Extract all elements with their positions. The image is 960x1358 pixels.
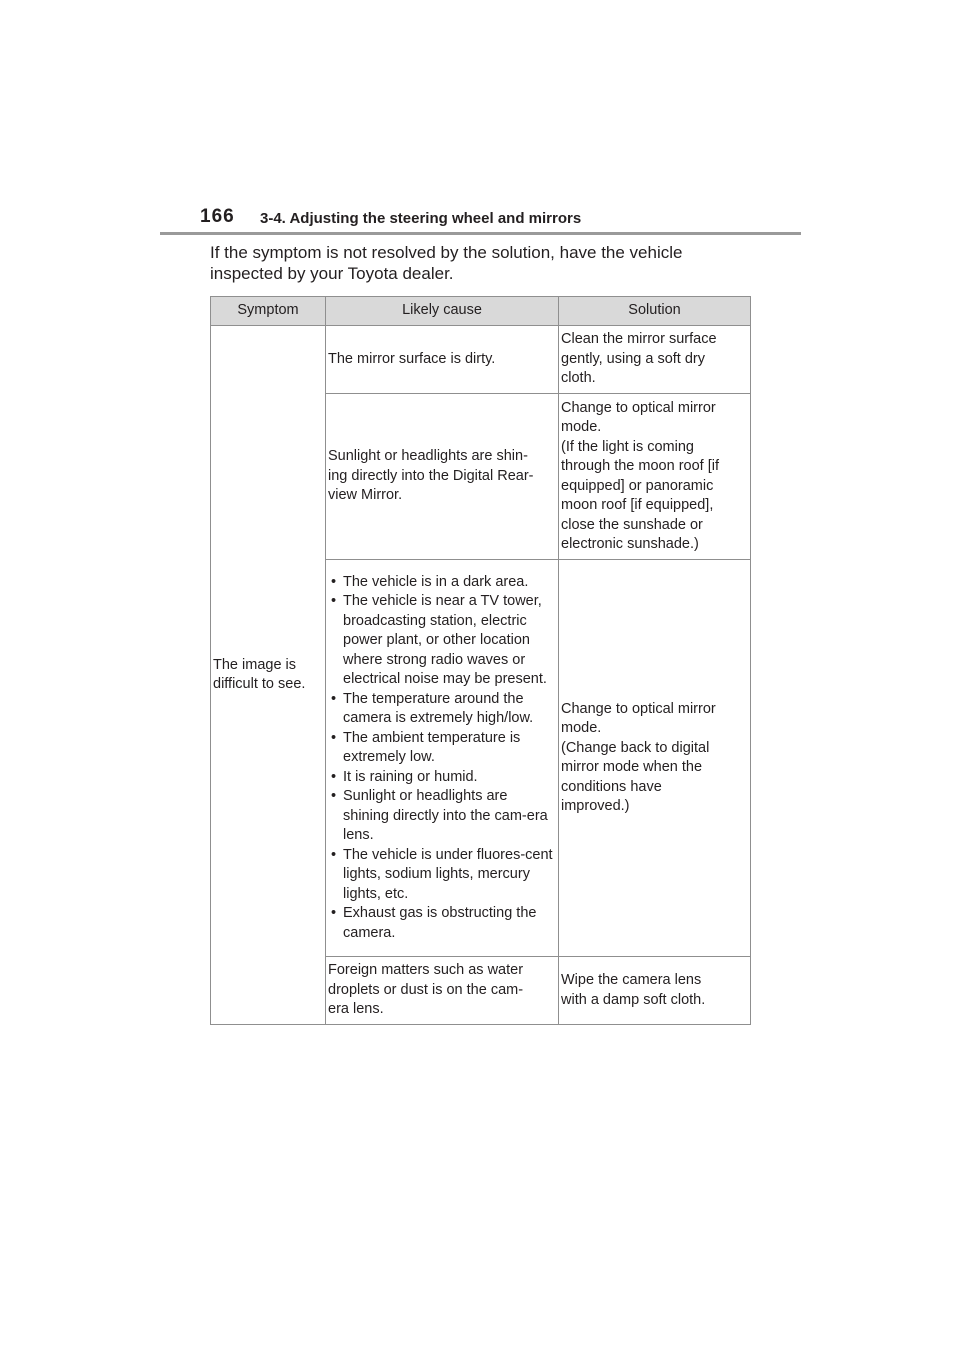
cause-cell [326,957,559,1025]
cause-text: era lens. [328,1001,384,1018]
solution-text: moon roof [if equipped], [561,497,714,513]
solution-text: Change to optical mirror [561,399,716,416]
page-number: 166 [200,206,235,227]
solution-text: gently, using a soft dry [561,350,706,367]
section-title: 3-4. Adjusting the steering wheel and mirrors [260,210,582,227]
solution-text: (Change back to digital [561,739,710,756]
solution-text: electronic sunshade.) [561,536,699,552]
cause-text: ing directly into the Digital Rear- [328,467,534,484]
intro-line: If the symptom is not resolved by the solution, have the vehicle [210,243,683,262]
cause-cell [326,560,559,957]
solution-text: improved.) [561,798,630,814]
intro-line: inspected by your Toyota dealer. [210,264,454,283]
symptom-text: difficult to see. [213,676,306,692]
list-item: • Exhaust gas is obstructing the camera. [328,904,556,943]
list-item: • Sunlight or headlights are shining directly into the cam-era lens. [328,787,556,846]
list-item: • The ambient temperature is extremely low. [328,729,556,768]
list-item: • The vehicle is under fluores-cent lights, sodium lights, mercury lights, etc. [328,846,556,905]
table-header-row [211,297,751,326]
column-header-solution: Solution [559,297,751,326]
solution-text: Change to optical mirror [561,700,716,717]
cause-cell [326,394,559,560]
list-item: • The temperature around the camera is extremely high/low. [328,690,556,729]
solution-text: (If the light is coming [561,438,694,455]
cause-text: view Mirror. [328,487,403,504]
symptom-text: The image is [213,656,297,673]
solution-text: close the sunshade or [561,516,703,533]
troubleshooting-table [210,296,751,1025]
solution-text: through the moon roof [if [561,458,719,474]
cause-cell [326,326,559,394]
solution-text: cloth. [561,370,596,387]
list-item: • The vehicle is near a TV tower, broadcasting station, electric power plant, or other location where strong radio waves or electrical noise may be present. [328,592,556,690]
solution-text: with a damp soft cloth. [561,991,706,1008]
solution-text: equipped] or panoramic [561,477,714,494]
solution-text: mode. [561,419,602,435]
solution-text: Wipe the camera lens [561,972,702,988]
solution-cell [559,957,751,1025]
solution-text: conditions have [561,778,662,795]
cause-list [328,569,556,948]
cause-text: Foreign matters such as water [328,962,524,979]
solution-cell [559,394,751,560]
solution-text: mode. [561,720,602,736]
header-divider [160,232,801,235]
list-item: • It is raining or humid. [328,768,556,788]
solution-text: mirror mode when the [561,759,703,775]
cause-text: The mirror surface is dirty. [328,350,496,367]
list-item: • The vehicle is in a dark area. [328,573,556,593]
intro-paragraph [210,242,770,284]
symptom-cell [211,326,326,1025]
solution-text: Clean the mirror surface [561,331,717,348]
table-row [211,326,751,394]
solution-cell [559,560,751,957]
column-header-symptom: Symptom [211,297,326,326]
solution-cell [559,326,751,394]
cause-text: droplets or dust is on the cam- [328,981,524,998]
column-header-likely-cause: Likely cause [326,297,559,326]
cause-text: Sunlight or headlights are shin- [328,448,528,465]
